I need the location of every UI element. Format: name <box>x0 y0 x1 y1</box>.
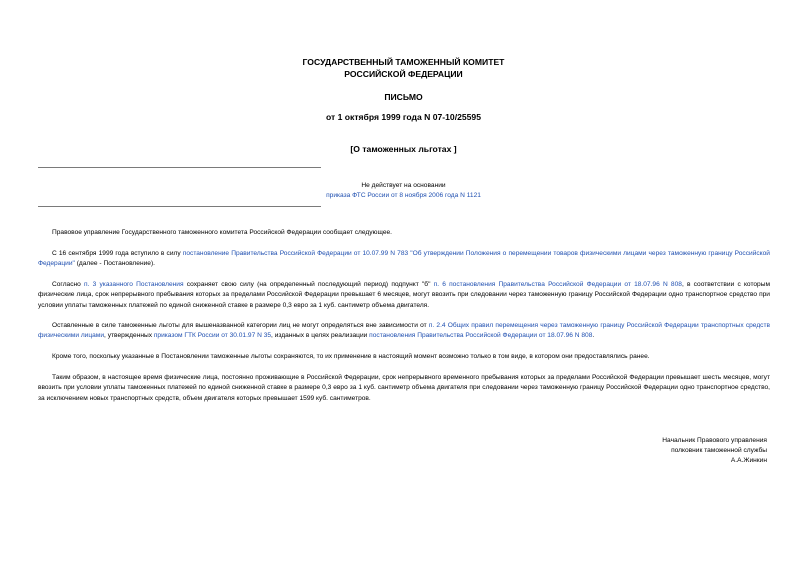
paragraph-2-text-b: (далее - Постановление). <box>74 260 155 268</box>
document-subject: [О таможенных льготах ] <box>350 144 457 154</box>
signature-name: А.А.Жинкин <box>730 457 767 464</box>
divider-top <box>38 167 321 168</box>
paragraph-4-text-d: . <box>592 332 595 340</box>
header-line-2: РОССИЙСКОЙ ФЕДЕРАЦИИ <box>344 69 463 79</box>
paragraph-2-text-a: С 16 сентября 1999 года вступило в силу <box>52 250 183 257</box>
paragraph-3-text-b: сохраняет свою силу (на определенный последующий период) подпункт "б" <box>183 281 434 288</box>
paragraph-3 <box>38 280 770 311</box>
status-note-link[interactable]: приказа ФТС России от 8 ноября 2006 года N 1121 <box>326 192 481 199</box>
status-note-link-row <box>0 191 807 201</box>
paragraph-4-link-1[interactable]: п. 2.4 Общих правил перемещения через таможенную границу Российской Федерации транспортных средств физическими лицами <box>38 322 770 340</box>
paragraph-4-link-2[interactable]: приказом ГТК России от 30.01.97 N 35 <box>153 332 272 340</box>
paragraph-2 <box>38 249 770 270</box>
header-line-1: ГОСУДАРСТВЕННЫЙ ТАМОЖЕННЫЙ КОМИТЕТ <box>302 57 505 67</box>
paragraph-6: Таким образом, в настоящее время физические лица, постоянно проживающие в Российской Федерации, срок непрерывного временного пребывания которых за пределами Российской Федерации превышает шесть месяцев, могут ввозить при условии уплаты таможенных платежей по единой сниженной ставке в размере 0,3 евро за 1 куб. сантиметр объема двигателя при следовании через таможенную границу Российской Федерации одно транспортное средство, за исключением новых транспортных средств, объем двигателя которых превышает 1599 куб. сантиметров. <box>38 374 770 402</box>
paragraph-1: Правовое управление Государственного таможенного комитета Российской Федерации сообщает следующее. <box>52 229 393 236</box>
paragraph-4-text-c: , изданных в целях реализации <box>271 332 370 340</box>
paragraph-4-text-b: , утвержденных <box>104 332 154 340</box>
paragraph-5: Кроме того, поскольку указанные в Постановлении таможенные льготы сохраняются, то их применение в настоящий момент возможно только в том виде, в котором они предоставлялись ранее. <box>52 353 650 360</box>
paragraph-4 <box>38 321 770 342</box>
signature-position: Начальник Правового управления <box>662 437 767 444</box>
divider-bottom <box>38 206 321 207</box>
status-note: Не действует на основании <box>361 182 446 189</box>
paragraph-3-text-c: , в соответствии с которым физические лица, срок непрерывного пребывания которых за пределами Российской Федерации превышает 6 месяцев, могут ввозить при следовании через таможенную границу Российской Федерации одно транспортное средство при условии уплаты таможенных платежей по единой сниженной ставке в размере 0,3 евро за 1 куб. сантиметр объема двигателя. <box>38 281 771 309</box>
document-type: ПИСЬМО <box>384 92 423 102</box>
signature-rank: полковник таможенной службы <box>671 447 767 454</box>
paragraph-4-text-a: Оставленные в силе таможенные льготы для вышеназванной категории лиц не могут определяться вне зависимости от <box>52 322 429 329</box>
paragraph-2-link[interactable]: постановление Правительства Российской Федерации от 10.07.99 N 783 "Об утверждении Положения о перемещении товаров физическими лицами через таможенную границу Российской Федерации" <box>38 250 770 268</box>
paragraph-4-link-3[interactable]: постановления Правительства Российской Федерации от 18.07.96 N 808 <box>369 332 593 340</box>
paragraph-3-link-2[interactable]: п. 6 постановления Правительства Российской Федерации от 18.07.96 N 808 <box>433 281 682 288</box>
document-date-number: от 1 октября 1999 года N 07-10/25595 <box>325 112 481 122</box>
paragraph-3-text-a: Согласно <box>52 281 85 288</box>
paragraph-3-link-1[interactable]: п. 3 указанного Постановления <box>84 281 184 288</box>
